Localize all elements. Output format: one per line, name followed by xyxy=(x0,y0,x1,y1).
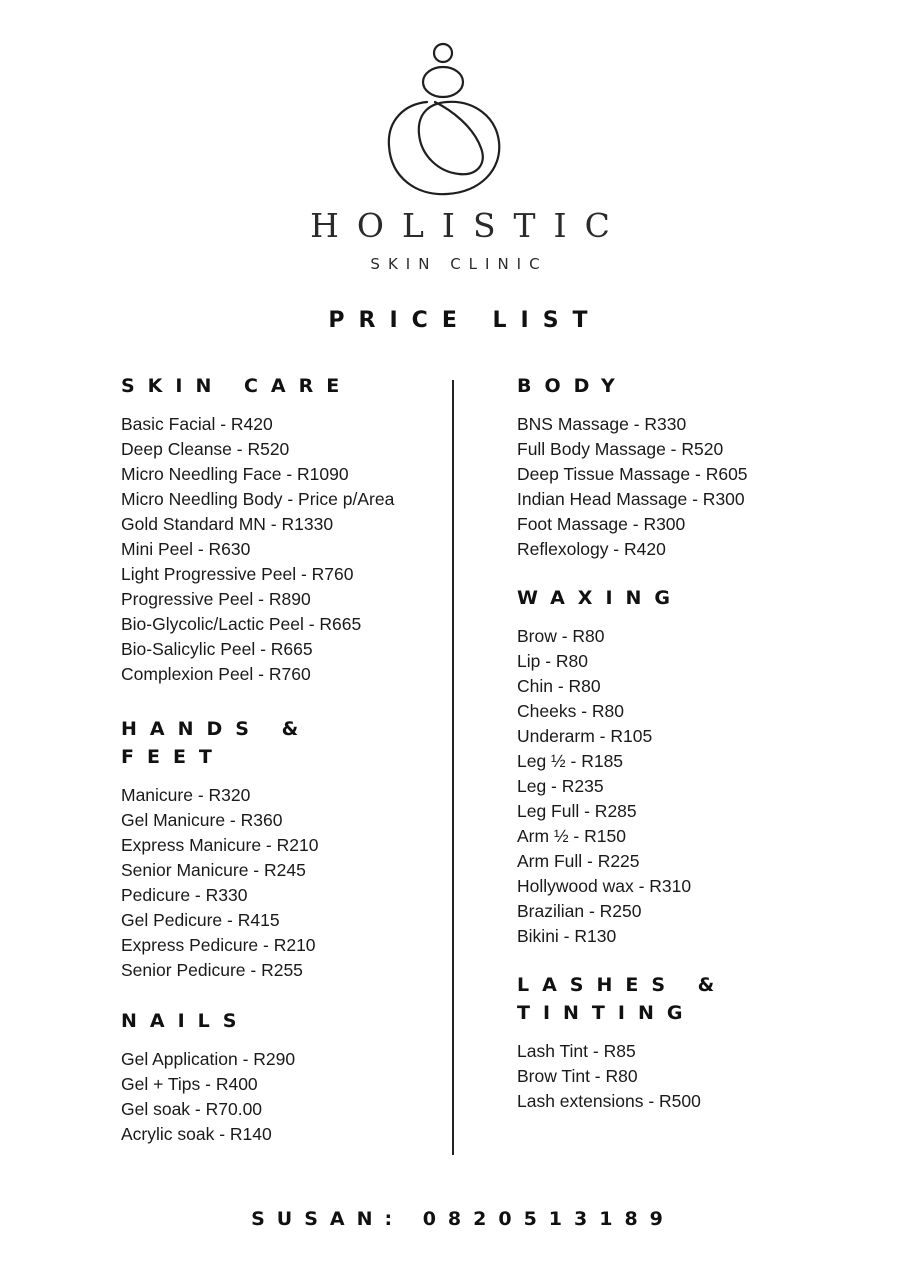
price-item: Gel soak - R70.00 xyxy=(121,1099,263,1119)
price-item: Mini Peel - R630 xyxy=(121,539,251,559)
price-item: Micro Needling Body - Price p/Area xyxy=(121,489,395,509)
price-item: Senior Manicure - R245 xyxy=(121,860,306,880)
price-item: Full Body Massage - R520 xyxy=(517,439,724,459)
price-item: Leg Full - R285 xyxy=(517,801,637,821)
section-title: NAILS xyxy=(121,1010,250,1032)
page-title: PRICE LIST xyxy=(328,308,602,333)
price-item: Senior Pedicure - R255 xyxy=(121,960,303,980)
price-item: Gel Application - R290 xyxy=(121,1049,296,1069)
price-item: Underarm - R105 xyxy=(517,726,653,746)
price-item: Arm Full - R225 xyxy=(517,851,640,871)
price-item: Bio-Glycolic/Lactic Peel - R665 xyxy=(121,614,362,634)
price-item: Brow Tint - R80 xyxy=(517,1066,638,1086)
left-column xyxy=(121,372,421,1169)
price-item: Leg - R235 xyxy=(517,776,604,796)
brand-name: HOLISTIC xyxy=(310,206,628,245)
price-item: Lip - R80 xyxy=(517,651,589,671)
section-title: HANDS & FEET xyxy=(121,718,312,768)
price-item: Indian Head Massage - R300 xyxy=(517,489,745,509)
price-item: Chin - R80 xyxy=(517,676,601,696)
price-item: Manicure - R320 xyxy=(121,785,251,805)
section-waxing xyxy=(517,584,837,949)
holistic-logo-icon xyxy=(385,40,505,200)
price-item: Leg ½ - R185 xyxy=(517,751,624,771)
section-nails xyxy=(121,1007,421,1147)
brand-subtitle: SKIN CLINIC xyxy=(370,255,548,273)
price-item: Light Progressive Peel - R760 xyxy=(121,564,354,584)
price-item: Gel Pedicure - R415 xyxy=(121,910,280,930)
price-item: Hollywood wax - R310 xyxy=(517,876,692,896)
price-item: Arm ½ - R150 xyxy=(517,826,626,846)
price-item: Bio-Salicylic Peel - R665 xyxy=(121,639,313,659)
price-item: BNS Massage - R330 xyxy=(517,414,687,434)
right-column xyxy=(517,372,837,1136)
price-item: Brow - R80 xyxy=(517,626,605,646)
price-item: Micro Needling Face - R1090 xyxy=(121,464,349,484)
price-item: Express Manicure - R210 xyxy=(121,835,319,855)
price-item: Gel + Tips - R400 xyxy=(121,1074,258,1094)
price-item: Bikini - R130 xyxy=(517,926,617,946)
price-item: Basic Facial - R420 xyxy=(121,414,273,434)
price-item: Pedicure - R330 xyxy=(121,885,248,905)
price-item: Complexion Peel - R760 xyxy=(121,664,311,684)
price-item: Acrylic soak - R140 xyxy=(121,1124,272,1144)
section-title: LASHES & TINTING xyxy=(517,974,728,1024)
price-item: Deep Cleanse - R520 xyxy=(121,439,290,459)
price-item: Lash Tint - R85 xyxy=(517,1041,636,1061)
price-item: Brazilian - R250 xyxy=(517,901,642,921)
section-title: WAXING xyxy=(517,587,684,609)
section-body xyxy=(517,372,837,562)
section-skin-care xyxy=(121,372,421,687)
section-title: BODY xyxy=(517,375,628,397)
section-hands-feet xyxy=(121,715,421,983)
price-item: Progressive Peel - R890 xyxy=(121,589,311,609)
contact-phone: SUSAN: 0820513189 xyxy=(251,1208,675,1230)
price-item: Deep Tissue Massage - R605 xyxy=(517,464,748,484)
price-item: Gold Standard MN - R1330 xyxy=(121,514,334,534)
section-title: SKIN CARE xyxy=(121,375,353,397)
price-item: Gel Manicure - R360 xyxy=(121,810,283,830)
price-item: Lash extensions - R500 xyxy=(517,1091,701,1111)
section-lashes-tinting xyxy=(517,971,837,1114)
price-item: Cheeks - R80 xyxy=(517,701,624,721)
price-item: Reflexology - R420 xyxy=(517,539,666,559)
price-item: Express Pedicure - R210 xyxy=(121,935,316,955)
column-divider xyxy=(452,380,454,1155)
price-item: Foot Massage - R300 xyxy=(517,514,686,534)
